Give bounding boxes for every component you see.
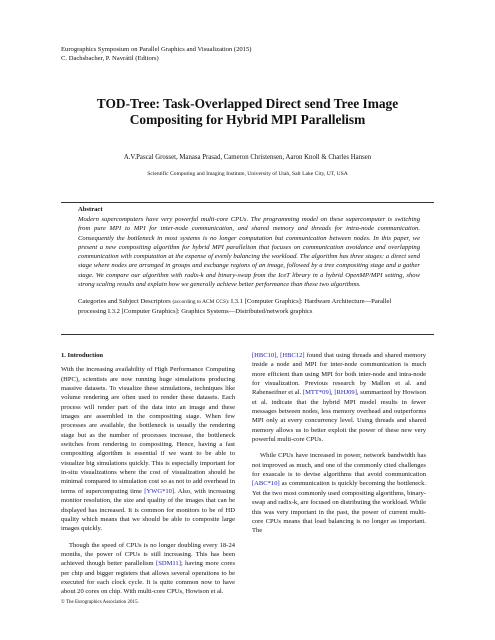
text-run: With the increasing availability of High Performance Computing (HPC), scientists are now running huge simulations producing massive datasets. To visualize these simulations, techniques like volume rendering are often used to render these datasets. Each process will render part of the data into an image and these images are assembled in the compositing stage. When few processes are available, the bottleneck is usually the rendering stage but as the number of processes increase, the bottleneck switches from rendering to compositing. Hence, having a fast compositing algorithm is essential if we want to be able to visualize big simulations quickly. This is especially important for in-situ visualizations where the cost of visualization should be minimal compared to simulation cost so as not to add overhead in terms of supercomputing time	[61, 366, 235, 495]
text-run: ,	[276, 352, 281, 359]
categories-block	[78, 297, 420, 317]
title-line-1: TOD-Tree: Task-Overlapped Direct send Tree Image	[96, 96, 399, 111]
copyright-footer	[61, 600, 139, 605]
paper-title	[40, 96, 455, 128]
citation-link[interactable]: [RHJ09]	[334, 389, 357, 397]
abstract-text: Modern supercomputers have very powerful multi-core CPUs. The programming model on these supercomputer is switching from pure MPI to MPI for inter-node communication, and shared memory and threads for intra-node communication. Consequently the bottleneck in most systems is no longer computation but communication between nodes. In this paper, we present a new compositing algorithm for hybrid MPI parallelism that focuses on communication avoidance and overlapping communication with computation at the expense of evenly balancing the workload. The algorithm has three stages: a direct send stage where nodes are arranged in groups and exchange regions of an image, followed by a tree compositing stage and a gather stage. We compare our algorithm with radix-k and binary-swap from the IceT library in a hybrid OpenMP/MPI setting, show strong scaling results and explain how we generally achieve better performance than these two algorithms.	[78, 216, 420, 289]
citation-link[interactable]: [YWG*10]	[144, 487, 175, 495]
text-run: as communication is quickly becoming the bottleneck. Yet the two most commonly used compositing algorithms, binary-swap and radix-k, are focused on distributing the workload. While this was very important in the past, the power of current multi-core CPUs means that load balancing is no longer as important. The	[252, 480, 426, 535]
text-run: . Also, with increasing monitor resolution, the size and quality of the images that can be displayed has increased. It is common for monitors to be of HD quality which means that we should be able to composite large images quickly.	[61, 487, 235, 533]
intro-paragraph-1	[61, 365, 235, 533]
affiliation: Scientific Computing and Imaging Institute, University of Utah, Salt Lake City, UT, USA	[147, 171, 348, 177]
right-column	[252, 351, 426, 543]
section-heading-introduction: 1. Introduction	[61, 352, 104, 359]
author-list: A.V.Pascal Grosset, Manasa Prasad, Cameron Christensen, Aaron Knoll & Charles Hansen	[123, 154, 372, 161]
citation-link[interactable]: [SDM11]	[156, 560, 181, 568]
categories-label-note: (according to ACM CCS):	[172, 299, 230, 305]
categories-label: Categories and Subject Descriptors	[78, 298, 171, 305]
intro-paragraph-2-cont	[252, 351, 426, 444]
left-column	[61, 351, 235, 604]
venue-header	[61, 45, 251, 63]
intro-paragraph-2	[61, 541, 235, 597]
categories-text: I.3.1 [Computer Graphics]: Hardware Architecture—Parallel processing I.3.2 [Computer Graphics]: Graphics Systems—Distributed/network graphics	[78, 298, 392, 316]
text-run: ; having more cores per chip and bigger registers that allows several operations to be executed for each clock cycle. It is quite common now to have about 20 cores on chip. With multi-core CPUs, Howison et al.	[61, 560, 235, 596]
copyright-text: The Eurographics Association 2015.	[65, 600, 139, 605]
citation-link[interactable]: [HBC10]	[252, 352, 277, 359]
editors-line: C. Dachsbacher, P. Navrátil (Editors)	[61, 55, 159, 62]
citation-link[interactable]: [ABC*10]	[252, 480, 280, 488]
text-run: found that using threads and shared memory inside a node and MPI for inter-node communication is much more efficient than using MPI for both inter-node and intra-node for visualization. Previous research by Mallon et al. and Rabenseifner et al.	[252, 352, 427, 397]
text-run: Though the speed of CPUs is no longer doubling every 18-24 months, the power of CPUs is still increasing. This has been achieved though better parallelism	[61, 541, 235, 568]
abstract-heading: Abstract	[78, 206, 103, 213]
citation-link[interactable]: [MTT*09]	[302, 389, 331, 397]
text-run: ,	[330, 389, 335, 397]
abstract-top-rule	[61, 202, 434, 203]
citation-link[interactable]: [HBC12]	[280, 352, 305, 359]
title-line-2: Compositing for Hybrid MPI Parallelism	[129, 112, 366, 127]
text-run: , summarized by Howison et al. indicate that the hybrid MPI model results in fewer messages between nodes, less memory overhead and outperforms MPI only at every concurrency level. Using threads and shared memory allows us to better exploit the power of these new very powerful multi-core CPUs.	[252, 389, 426, 444]
abstract-bottom-rule	[61, 334, 434, 335]
text-run: While CPUs have increased in power, network bandwidth has not improved as much, and one of the commonly cited challenges for exascale is to devise algorithms that avoid communication	[252, 452, 426, 479]
intro-paragraph-3	[252, 451, 426, 535]
venue-line: Eurographics Symposium on Parallel Graphics and Visualization (2015)	[61, 46, 252, 53]
copyright-icon: ©	[61, 600, 65, 605]
